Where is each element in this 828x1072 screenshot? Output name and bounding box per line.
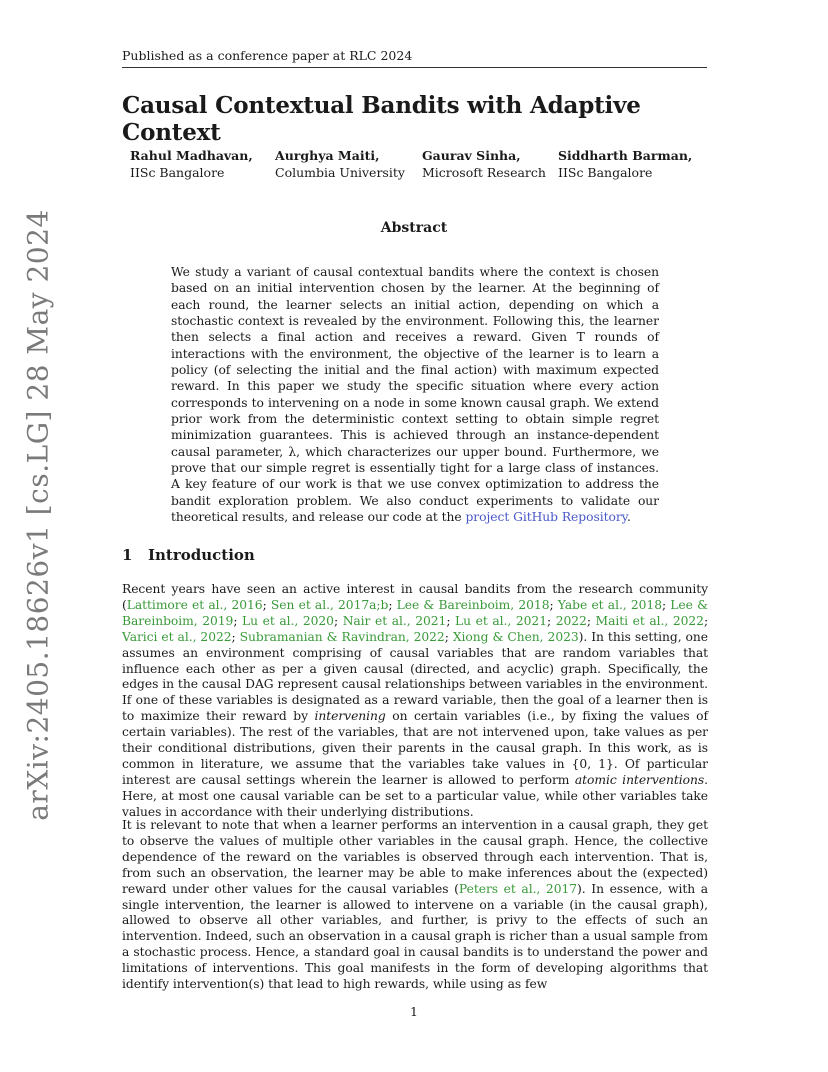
text-run: ). In this setting, one assumes an environment comprising of causal variables that are random variables that influence each other as per a given causal (directed, and acyclic) graph. Specifically, the edges in the causal DAG represent causal relationships between variables in the environment. If one of these variables is designated as a reward variable, then the goal of a learner then is to maximize their reward by bbox=[122, 629, 709, 724]
emphasis: intervening bbox=[314, 709, 386, 724]
abstract-body: We study a variant of causal contextual bandits where the context is chosen based on an initial intervention chosen by the learner. At the beginning of each round, the learner selects an initial action, depending on which a stochastic context is revealed by the environment. Following this, the learner then selects a final action and receives a reward. Given T rounds of interactions with the environment, the objective of the learner is to learn a policy (of selecting the initial and the final action) with maximum expected reward. In this paper we study the specific situation where every action corresponds to intervening on a node in some known causal graph. We extend prior work from the deterministic context setting to obtain simple regret minimization guarantees. This is achieved through an instance-dependent causal parameter, λ, which characterizes our upper bound. Furthermore, we prove that our simple regret is essentially tight for a large class of instances. A key feature of our work is that we use convex optimization to address the bandit exploration problem. We also conduct experiments to validate our theoretical results, and release our code at the bbox=[171, 265, 659, 525]
abstract-end: . bbox=[626, 510, 631, 525]
citation-link[interactable]: Lee & Bareinboim, 2019 bbox=[122, 597, 708, 628]
section-title: Introduction bbox=[148, 546, 255, 564]
author-affiliation: IISc Bangalore bbox=[558, 165, 653, 180]
abstract-text bbox=[171, 264, 659, 526]
emphasis: atomic interventions bbox=[574, 772, 705, 787]
text-run: . Here, at most one causal variable can be set to a particular value, while other variables take values in accordance with their underlying distributions. bbox=[122, 772, 708, 819]
citation-link[interactable]: Peters et al., 2017 bbox=[458, 881, 578, 896]
text-run: ; bbox=[233, 613, 243, 628]
text-run: ; bbox=[333, 613, 343, 628]
abstract-heading: Abstract bbox=[380, 220, 448, 236]
text-run: ; bbox=[661, 597, 671, 612]
text-run: ; bbox=[703, 613, 709, 628]
section-number: 1 bbox=[122, 546, 133, 564]
citation-link[interactable]: Sen et al., 2017a;b bbox=[270, 597, 389, 612]
arxiv-identifier-stamp: arXiv:2405.18626v1 [cs.LG] 28 May 2024 bbox=[21, 209, 55, 821]
github-repository-link[interactable]: project GitHub Repository bbox=[465, 510, 627, 525]
intro-paragraph-2 bbox=[122, 818, 708, 993]
text-run: It is relevant to note that when a learner performs an intervention in a causal graph, they get to observe the values of multiple other variables in the causal graph. Hence, the collective dependence of the reward on the variables is observed through each intervention. That is, from such an observation, the learner may be able to make inferences about the (expected) reward under other values for the causal variables ( bbox=[122, 818, 708, 896]
text-run: Recent years have seen an active interest in causal bandits from the research community ( bbox=[122, 582, 708, 612]
author-name: Aurghya Maiti, bbox=[275, 148, 380, 163]
citation-link[interactable]: Nair et al., 2021 bbox=[342, 613, 447, 628]
text-run: ; bbox=[586, 613, 596, 628]
author-2 bbox=[275, 148, 405, 180]
citation-link[interactable]: Lattimore et al., 2016 bbox=[126, 597, 263, 612]
text-run: ; bbox=[549, 597, 558, 612]
conference-header: Published as a conference paper at RLC 2024 bbox=[122, 48, 707, 68]
author-name: Siddharth Barman, bbox=[558, 148, 693, 163]
citation-link[interactable]: Lu et al., 2021 bbox=[455, 613, 547, 628]
citation-link[interactable]: Maiti et al., 2022 bbox=[595, 613, 704, 628]
citation-link[interactable]: Lu et al., 2020 bbox=[242, 613, 334, 628]
page-number: 1 bbox=[410, 1004, 418, 1019]
citation-link[interactable]: Lee & Bareinboim, 2018 bbox=[396, 597, 550, 612]
section-heading-introduction bbox=[122, 546, 255, 564]
citation-link[interactable]: 2022 bbox=[555, 613, 587, 628]
author-3 bbox=[422, 148, 546, 180]
citation-link[interactable]: Subramanian & Ravindran, 2022 bbox=[239, 629, 445, 644]
text-run: ; bbox=[446, 613, 456, 628]
text-run: ; bbox=[388, 597, 397, 612]
text-run: ; bbox=[231, 629, 240, 644]
citation-link[interactable]: Varici et al., 2022 bbox=[122, 629, 232, 644]
intro-paragraph-1 bbox=[122, 582, 708, 821]
citation-link[interactable]: Xiong & Chen, 2023 bbox=[452, 629, 579, 644]
paper-title: Causal Contextual Bandits with Adaptive Context bbox=[122, 92, 641, 146]
author-4 bbox=[558, 148, 692, 180]
author-affiliation: Columbia University bbox=[275, 165, 405, 180]
author-name: Gaurav Sinha, bbox=[422, 148, 521, 163]
text-run: ; bbox=[444, 629, 453, 644]
author-1 bbox=[130, 148, 253, 180]
author-affiliation: IISc Bangalore bbox=[130, 165, 225, 180]
author-name: Rahul Madhavan, bbox=[130, 148, 253, 163]
text-run: on certain variables (i.e., by fixing the values of certain variables). The rest of the variables, that are not intervened upon, take values as per their conditional distributions, given their parents in the causal graph. In this work, as is common in literature, we assume that the variables take values in {0, 1}. Of particular interest are causal settings wherein the learner is allowed to perform bbox=[122, 709, 708, 787]
text-run: ; bbox=[546, 613, 556, 628]
text-run: ). In essence, with a single intervention, the learner is allowed to intervene on a variable (in the causal graph), allowed to observe all other variables, and further, is privy to the effects of such an intervention. Indeed, such an observation in a causal graph is richer than a usual sample from a stochastic process. Hence, a standard goal in causal bandits is to understand the power and limitations of interventions. This goal manifests in the form of developing algorithms that identify intervention(s) that lead to high rewards, while using as few bbox=[122, 881, 709, 992]
citation-link[interactable]: Yabe et al., 2018 bbox=[557, 597, 662, 612]
author-affiliation: Microsoft Research bbox=[422, 165, 546, 180]
text-run: ; bbox=[262, 597, 271, 612]
